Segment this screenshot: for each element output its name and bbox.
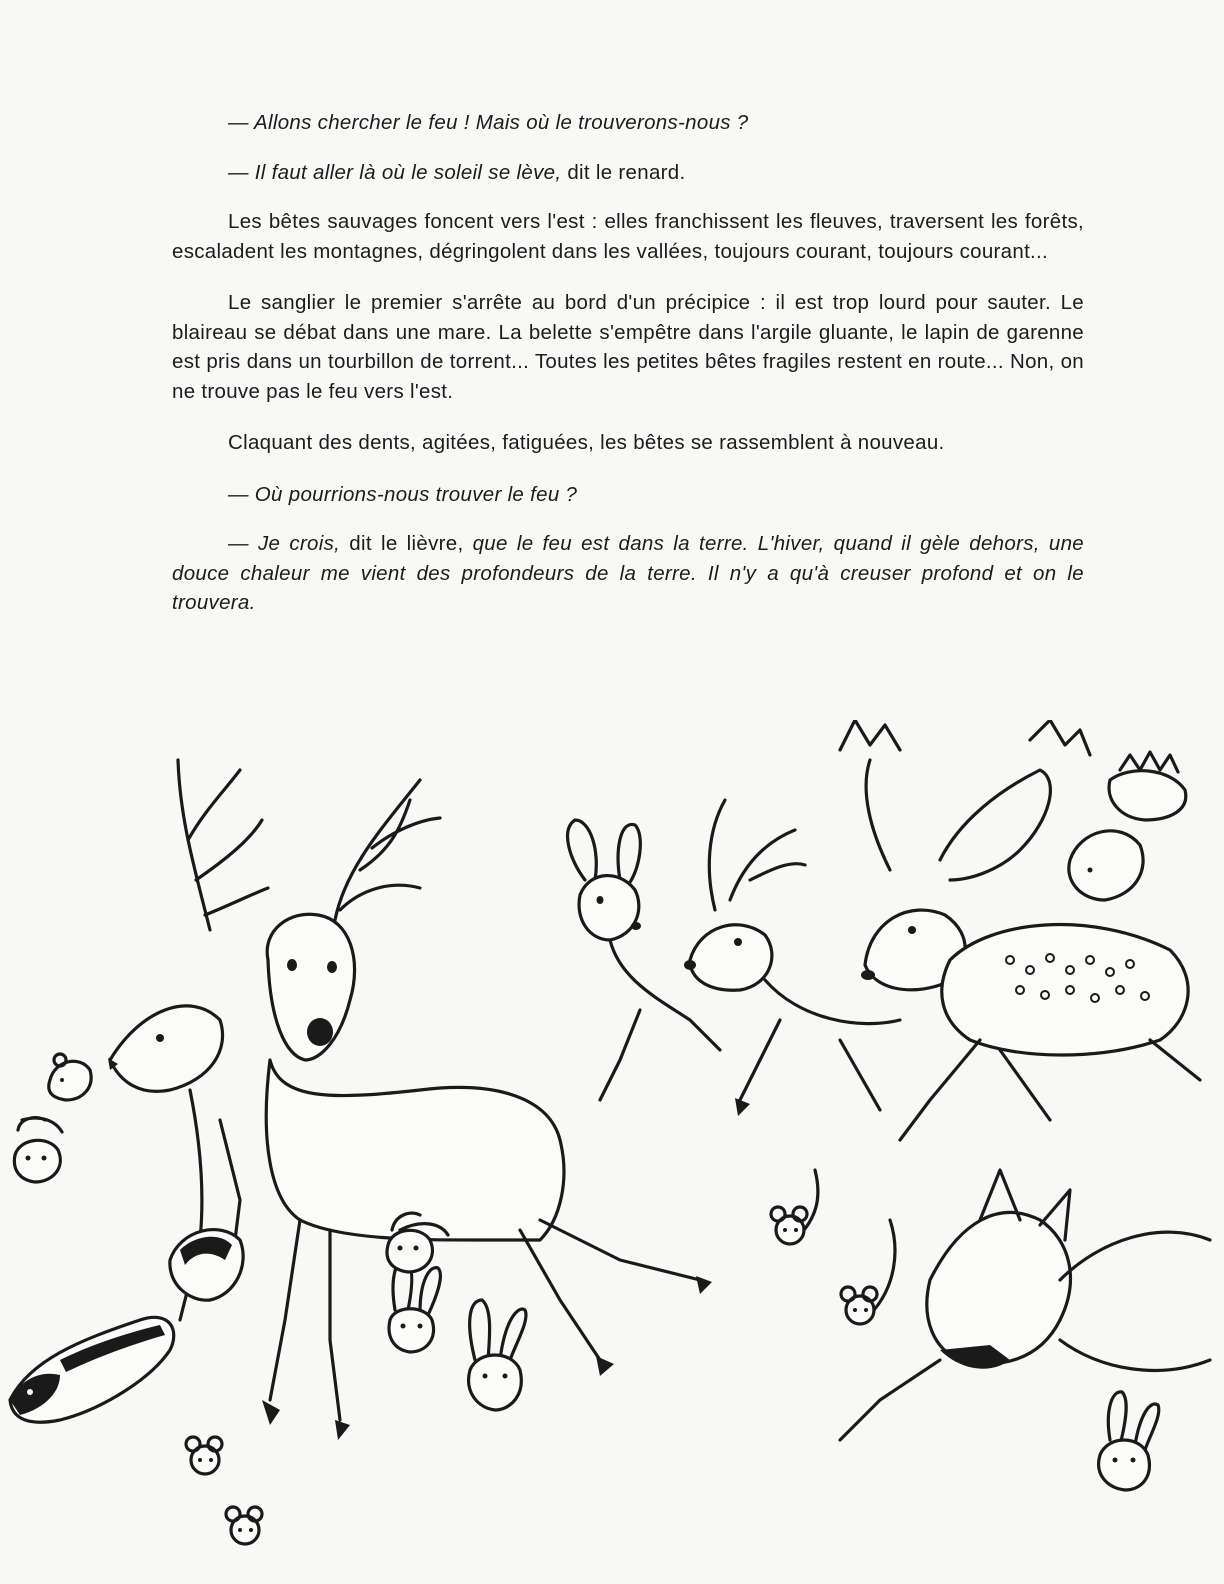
text-segment: — Où pourrions-nous trouver le feu ?: [228, 482, 578, 506]
text-segment: dit le renard.: [561, 160, 686, 184]
mouse-drawing: [841, 1220, 895, 1324]
paragraph-4: [172, 288, 1084, 406]
paragraph-5: [172, 428, 1084, 458]
rabbit-drawing: [389, 1260, 440, 1352]
stag-drawing: [178, 760, 712, 1440]
rabbit-drawing: [469, 1300, 526, 1410]
text-segment: Les bêtes sauvages foncent vers l'est : elles franchissent les fleuves, traversent les forêts, escaladent les montagnes, dégringolent dans les vallées, toujours courant, toujours courant...: [172, 210, 1084, 263]
text-segment: — Allons chercher le feu ! Mais où le trouverons-nous ?: [228, 111, 749, 134]
text-segment: Claquant des dents, agitées, fatiguées, les bêtes se rassemblent à nouveau.: [228, 431, 945, 454]
wolf-drawing: [840, 1170, 1210, 1440]
text-segment: que le feu est dans la terre. L'hiver, quand il gèle dehors, une douce chaleur me vient des profondeurs de la terre. Il n'y a qu'à creuser profond et on le trouvera.: [172, 532, 1084, 614]
animal-herd-illustration: [0, 720, 1224, 1584]
paragraph-7: [172, 529, 1084, 618]
text-segment: dit le lièvre,: [340, 532, 473, 555]
text-segment: — Je crois,: [228, 532, 341, 555]
hedgehog-drawing: [1109, 752, 1186, 820]
mouse-drawing: [186, 1437, 222, 1474]
paragraph-3: [172, 207, 1084, 266]
story-text: [172, 108, 1084, 638]
text-segment: Le sanglier le premier s'arrête au bord d'un précipice : il est trop lourd pour sauter. Le blaireau se débat dans une mare. La belette s'empêtre dans l'argile gluante, le lapin de garenne est pris dans un tourbillon de torrent... Toutes les petites bêtes fragiles restent en route... Non, on ne trouve pas le feu vers l'est.: [172, 291, 1084, 403]
line-drawing: [0, 720, 1224, 1584]
paragraph-6: [172, 480, 1084, 510]
text-segment: — Il faut aller là où le soleil se lève,: [228, 160, 562, 184]
mouse-drawing: [771, 1170, 818, 1244]
paragraph-2: [172, 158, 1084, 188]
paragraph-1: [172, 108, 1084, 138]
badger-drawing: [10, 1317, 174, 1422]
rabbit-drawing: [14, 1118, 62, 1182]
squirrel-drawing: [170, 1230, 243, 1301]
squirrel-drawing: [1069, 831, 1143, 900]
rabbit-drawing: [1099, 1392, 1159, 1490]
mouse-drawing: [49, 1054, 91, 1100]
mouse-drawing: [226, 1507, 262, 1544]
